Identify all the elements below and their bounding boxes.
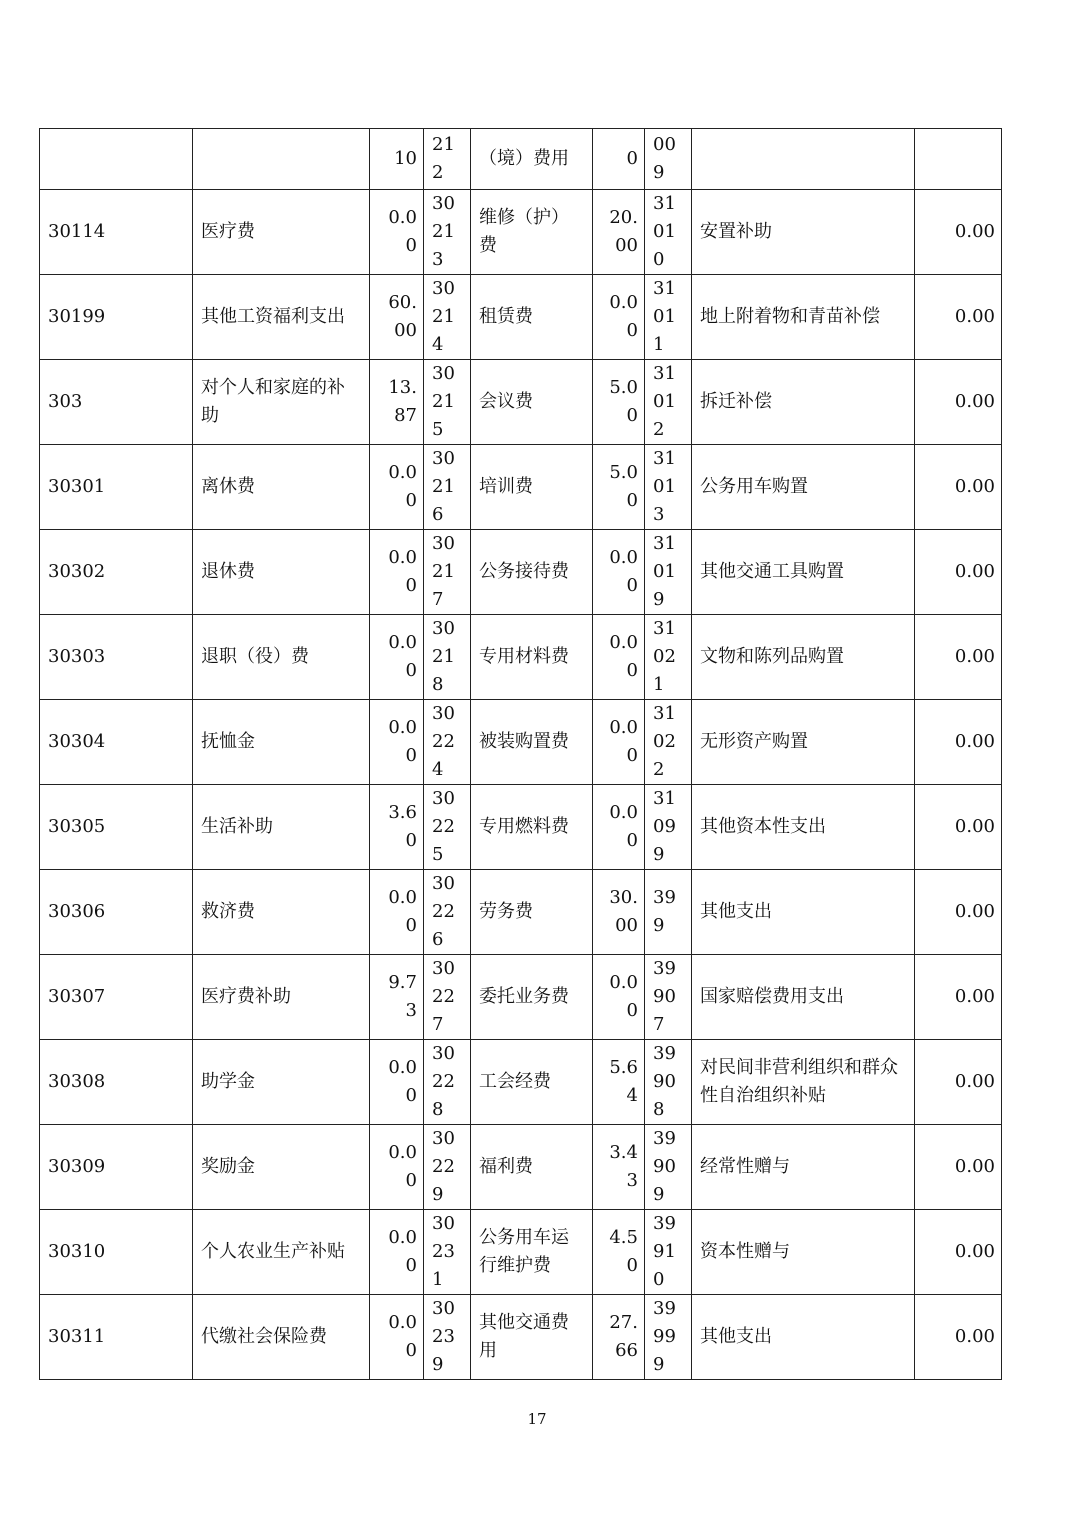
item-name-cell: 劳务费	[471, 870, 593, 955]
amount-cell: 0.00	[915, 870, 1002, 955]
amount-cell: 3.60	[370, 785, 424, 870]
amount-cell: 0.00	[370, 870, 424, 955]
economic-code-cell: 30225	[424, 785, 471, 870]
economic-code-cell: 009	[645, 129, 692, 190]
item-name-cell: 维修（护）费	[471, 190, 593, 275]
table-row	[40, 1125, 1002, 1210]
amount-cell: 0	[593, 129, 645, 190]
amount-cell: 0.00	[370, 530, 424, 615]
economic-code-cell: 30217	[424, 530, 471, 615]
economic-code-cell: 30226	[424, 870, 471, 955]
economic-code-cell: 30218	[424, 615, 471, 700]
amount-cell: 0.00	[915, 785, 1002, 870]
item-name-cell: 其他交通费用	[471, 1295, 593, 1380]
item-name-cell: 资本性赠与	[692, 1210, 915, 1295]
amount-cell: 0.00	[370, 700, 424, 785]
economic-code-cell: 30308	[40, 1040, 193, 1125]
budget-expenditure-table	[39, 128, 1002, 1380]
amount-cell: 9.73	[370, 955, 424, 1040]
table-row	[40, 785, 1002, 870]
item-name-cell: 抚恤金	[193, 700, 370, 785]
economic-code-cell: 31099	[645, 785, 692, 870]
amount-cell: 0.00	[593, 700, 645, 785]
item-name-cell: 助学金	[193, 1040, 370, 1125]
amount-cell: 3.43	[593, 1125, 645, 1210]
item-name-cell: 公务用车运行维护费	[471, 1210, 593, 1295]
economic-code-cell: 399	[645, 870, 692, 955]
economic-code-cell: 30239	[424, 1295, 471, 1380]
amount-cell: 5.64	[593, 1040, 645, 1125]
economic-code-cell: 31019	[645, 530, 692, 615]
amount-cell: 0.00	[593, 615, 645, 700]
item-name-cell: 拆迁补偿	[692, 360, 915, 445]
economic-code-cell	[40, 129, 193, 190]
item-name-cell: 公务接待费	[471, 530, 593, 615]
amount-cell: 0.00	[370, 1040, 424, 1125]
item-name-cell: 代缴社会保险费	[193, 1295, 370, 1380]
amount-cell: 0.00	[915, 360, 1002, 445]
economic-code-cell: 30302	[40, 530, 193, 615]
item-name-cell: 会议费	[471, 360, 593, 445]
amount-cell: 60.00	[370, 275, 424, 360]
table-row	[40, 129, 1002, 190]
economic-code-cell: 39908	[645, 1040, 692, 1125]
item-name-cell: 退职（役）费	[193, 615, 370, 700]
economic-code-cell: 31012	[645, 360, 692, 445]
item-name-cell: 文物和陈列品购置	[692, 615, 915, 700]
amount-cell: 0.00	[915, 1295, 1002, 1380]
amount-cell: 4.50	[593, 1210, 645, 1295]
table-row	[40, 445, 1002, 530]
page-number: 17	[527, 1410, 547, 1428]
amount-cell: 27.66	[593, 1295, 645, 1380]
table-row	[40, 1040, 1002, 1125]
amount-cell: 0.00	[593, 530, 645, 615]
economic-code-cell: 30311	[40, 1295, 193, 1380]
item-name-cell: 无形资产购置	[692, 700, 915, 785]
amount-cell	[915, 129, 1002, 190]
economic-code-cell: 30301	[40, 445, 193, 530]
amount-cell: 5.00	[593, 445, 645, 530]
item-name-cell: 公务用车购置	[692, 445, 915, 530]
economic-code-cell: 39910	[645, 1210, 692, 1295]
table-row	[40, 955, 1002, 1040]
item-name-cell: 专用燃料费	[471, 785, 593, 870]
economic-code-cell: 30307	[40, 955, 193, 1040]
economic-code-cell: 30213	[424, 190, 471, 275]
economic-code-cell: 30216	[424, 445, 471, 530]
amount-cell: 5.00	[593, 360, 645, 445]
table-row	[40, 1295, 1002, 1380]
table-row	[40, 530, 1002, 615]
economic-code-cell: 30227	[424, 955, 471, 1040]
item-name-cell: 医疗费	[193, 190, 370, 275]
item-name-cell: 福利费	[471, 1125, 593, 1210]
economic-code-cell: 39909	[645, 1125, 692, 1210]
amount-cell: 0.00	[915, 190, 1002, 275]
economic-code-cell: 30231	[424, 1210, 471, 1295]
item-name-cell: 个人农业生产补贴	[193, 1210, 370, 1295]
economic-code-cell: 30305	[40, 785, 193, 870]
amount-cell: 0.00	[915, 955, 1002, 1040]
amount-cell: 0.00	[370, 190, 424, 275]
amount-cell: 20.00	[593, 190, 645, 275]
economic-code-cell: 30306	[40, 870, 193, 955]
economic-code-cell: 31010	[645, 190, 692, 275]
amount-cell: 10	[370, 129, 424, 190]
item-name-cell: 救济费	[193, 870, 370, 955]
amount-cell: 0.00	[915, 275, 1002, 360]
amount-cell: 13.87	[370, 360, 424, 445]
amount-cell: 0.00	[370, 1125, 424, 1210]
amount-cell: 0.00	[370, 1295, 424, 1380]
item-name-cell: 租赁费	[471, 275, 593, 360]
item-name-cell: 离休费	[193, 445, 370, 530]
economic-code-cell: 30199	[40, 275, 193, 360]
economic-code-cell: 30224	[424, 700, 471, 785]
economic-code-cell: 303	[40, 360, 193, 445]
table-row	[40, 190, 1002, 275]
item-name-cell: 国家赔偿费用支出	[692, 955, 915, 1040]
economic-code-cell: 30309	[40, 1125, 193, 1210]
economic-code-cell: 30228	[424, 1040, 471, 1125]
budget-table-container	[39, 128, 1001, 1380]
item-name-cell: 安置补助	[692, 190, 915, 275]
economic-code-cell: 212	[424, 129, 471, 190]
economic-code-cell: 30310	[40, 1210, 193, 1295]
amount-cell: 0.00	[915, 445, 1002, 530]
item-name-cell: 其他支出	[692, 1295, 915, 1380]
table-row	[40, 275, 1002, 360]
item-name-cell: 被装购置费	[471, 700, 593, 785]
table-row	[40, 700, 1002, 785]
item-name-cell	[193, 129, 370, 190]
item-name-cell: 其他资本性支出	[692, 785, 915, 870]
amount-cell: 0.00	[370, 615, 424, 700]
item-name-cell: 委托业务费	[471, 955, 593, 1040]
table-row	[40, 615, 1002, 700]
amount-cell: 30.00	[593, 870, 645, 955]
table-row	[40, 360, 1002, 445]
item-name-cell: 其他支出	[692, 870, 915, 955]
economic-code-cell: 30304	[40, 700, 193, 785]
item-name-cell	[692, 129, 915, 190]
table-row	[40, 1210, 1002, 1295]
amount-cell: 0.00	[370, 445, 424, 530]
economic-code-cell: 31021	[645, 615, 692, 700]
item-name-cell: 地上附着物和青苗补偿	[692, 275, 915, 360]
economic-code-cell: 30229	[424, 1125, 471, 1210]
amount-cell: 0.00	[593, 955, 645, 1040]
table-body	[40, 129, 1002, 1380]
amount-cell: 0.00	[593, 785, 645, 870]
item-name-cell: 对个人和家庭的补助	[193, 360, 370, 445]
economic-code-cell: 31022	[645, 700, 692, 785]
item-name-cell: 经常性赠与	[692, 1125, 915, 1210]
item-name-cell: 其他工资福利支出	[193, 275, 370, 360]
item-name-cell: 退休费	[193, 530, 370, 615]
item-name-cell: 医疗费补助	[193, 955, 370, 1040]
amount-cell: 0.00	[915, 1040, 1002, 1125]
item-name-cell: 专用材料费	[471, 615, 593, 700]
item-name-cell: 生活补助	[193, 785, 370, 870]
amount-cell: 0.00	[915, 530, 1002, 615]
economic-code-cell: 31011	[645, 275, 692, 360]
item-name-cell: 奖励金	[193, 1125, 370, 1210]
amount-cell: 0.00	[915, 615, 1002, 700]
economic-code-cell: 30215	[424, 360, 471, 445]
economic-code-cell: 30214	[424, 275, 471, 360]
item-name-cell: 对民间非营利组织和群众性自治组织补贴	[692, 1040, 915, 1125]
economic-code-cell: 30114	[40, 190, 193, 275]
item-name-cell: 工会经费	[471, 1040, 593, 1125]
item-name-cell: 其他交通工具购置	[692, 530, 915, 615]
economic-code-cell: 39999	[645, 1295, 692, 1380]
economic-code-cell: 39907	[645, 955, 692, 1040]
item-name-cell: 培训费	[471, 445, 593, 530]
amount-cell: 0.00	[915, 700, 1002, 785]
item-name-cell: （境）费用	[471, 129, 593, 190]
economic-code-cell: 31013	[645, 445, 692, 530]
table-row	[40, 870, 1002, 955]
amount-cell: 0.00	[370, 1210, 424, 1295]
amount-cell: 0.00	[915, 1125, 1002, 1210]
amount-cell: 0.00	[915, 1210, 1002, 1295]
amount-cell: 0.00	[593, 275, 645, 360]
economic-code-cell: 30303	[40, 615, 193, 700]
